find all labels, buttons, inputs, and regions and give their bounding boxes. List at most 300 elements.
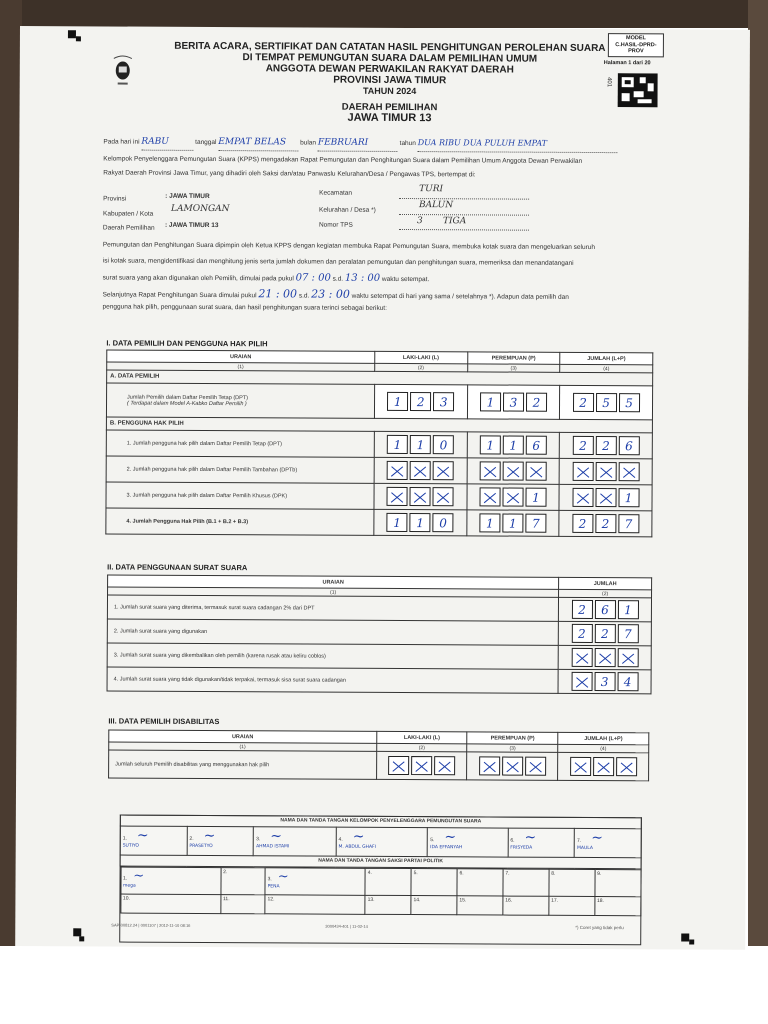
digit-boxes: [470, 487, 556, 506]
digit-box: 0: [433, 435, 454, 454]
digit-boxes: [562, 624, 648, 643]
header-line: TAHUN 2024: [362, 85, 417, 97]
col-uraian: URAIAN: [107, 350, 375, 363]
tahun-value: DUA RIBU DUA PULUH EMPAT: [417, 138, 548, 148]
section-3-title: III. DATA PEMILIH DISABILITAS: [108, 716, 220, 727]
tanggal-label: tanggal: [195, 138, 217, 147]
signature-number: 3.: [267, 876, 272, 883]
table-row: [107, 595, 651, 622]
signer-name: M. ABDUL GHAFI: [338, 844, 376, 850]
provinsi-label: Provinsi: [103, 195, 127, 203]
dotted-line: [399, 229, 529, 231]
signature-scribble: ~: [444, 829, 457, 846]
kecamatan-label: Kecamatan: [319, 189, 353, 197]
digit-box: 1: [410, 513, 431, 532]
crossed-digit-box: [503, 462, 524, 481]
signer-name: mega: [122, 883, 136, 889]
signature-number: 17.: [551, 897, 559, 904]
crossed-digit-box: [411, 756, 432, 775]
page-number: Halaman 1 dari 20: [603, 60, 651, 67]
table-row: [106, 430, 652, 459]
signature-number: 5.: [413, 870, 418, 877]
signature-number: 2.: [189, 835, 194, 842]
digit-boxes: [563, 436, 649, 455]
saksi-signature-table: [120, 867, 641, 917]
row-label: 3. Jumlah surat suara yang dikembalikan oleh pemilih (karena rusak atau keliru coblos): [107, 643, 558, 669]
procedure-text: Selanjutnya Rapat Penghitungan Suara dimulai pukul: [102, 291, 257, 300]
header-line: PROVINSI JAWA TIMUR: [333, 74, 447, 87]
digit-boxes: [380, 756, 464, 775]
digit-boxes: [471, 756, 555, 775]
crossed-digit-box: [388, 756, 409, 775]
background-bottom: [0, 946, 768, 1024]
digit-box: 2: [595, 436, 616, 455]
kpps-signature-cell: [574, 828, 641, 857]
end-time-2: 23 : 00: [311, 287, 350, 301]
procedure-text: waktu setempat.: [381, 275, 430, 284]
digit-box: 1: [410, 435, 431, 454]
crossed-digit-box: [525, 757, 546, 776]
value-cell: [559, 510, 652, 536]
col-uraian: URAIAN: [109, 730, 377, 743]
kelurahan-label: Kelurahan / Desa *): [319, 206, 376, 214]
tps-word: TIGA: [442, 216, 467, 227]
value-cell: [374, 431, 467, 457]
crossed-digit-box: [433, 461, 454, 480]
intro-paragraph-2: Rakyat Daerah Provinsi Jawa Timur, yang dihadiri oleh Saksi dan/atau Panwaslu Kelurahan/Desa / Pengawas TPS, bertempat di:: [103, 169, 476, 179]
digit-box: 5: [596, 393, 617, 412]
crossed-digit-box: [595, 488, 616, 507]
table-row: [109, 750, 649, 781]
crossed-digit-box: [616, 757, 637, 776]
row-label: 4. Jumlah Pengguna Hak Pilih (B.1 + B.2 + B.3): [106, 508, 374, 535]
signature-number: 18.: [596, 898, 604, 905]
row-label: 4. Jumlah surat suara yang tidak digunakan/tidak terpakai, termasuk sisa surat suara cadangan: [107, 667, 558, 693]
signature-number: 7.: [577, 837, 582, 844]
saksi-signature-cell: [549, 896, 595, 915]
signature-scribble: ~: [136, 827, 149, 844]
digit-box: 6: [526, 436, 547, 455]
saksi-signature-cell: [411, 896, 457, 915]
signature-number: 7.: [505, 870, 510, 877]
value-cell: [374, 509, 467, 535]
digit-boxes: [562, 672, 648, 691]
saksi-row: [120, 867, 640, 897]
saksi-signature-cell: [265, 868, 365, 896]
row-label: Jumlah seluruh Pemilih disabilitas yang menggunakan hak pilih: [109, 750, 377, 779]
kpps-signature-cell: [254, 827, 337, 856]
digit-box: 1: [525, 488, 546, 507]
digit-box: 1: [479, 513, 500, 532]
sd-text: s.d.: [332, 275, 344, 283]
bulan-value: FEBRUARI: [317, 137, 369, 148]
signature-number: 14.: [413, 897, 421, 904]
digit-box: 1: [617, 600, 638, 619]
code-number: 401: [605, 77, 612, 88]
procedure-paragraph-1: Pemungutan dan Penghitungan Suara dipimpin oleh Ketua KPPS dengan kegiatan membuka Rapat Pemungutan Suara, membuka kotak suara dan mengeluarkan seluruh: [102, 241, 596, 252]
table-row: [107, 643, 651, 670]
table-row: [106, 508, 652, 537]
intro-paragraph-1: Kelompok Penyelenggara Pemungutan Suara (KPPS) mengadakan Rapat Pemungutan dan Penghitungan Suara dalam Pemilihan Umum Anggota Dewan Perwakilan: [103, 155, 583, 165]
saksi-signature-cell: [503, 869, 549, 896]
value-cell: [558, 669, 651, 693]
kabupaten-value: LAMONGAN: [171, 203, 230, 215]
signature-number: 3.: [256, 836, 261, 843]
value-cell: [558, 621, 651, 645]
saksi-signature-cell: [595, 870, 641, 897]
digit-boxes: [470, 513, 556, 532]
value-cell: [559, 484, 652, 510]
kpps-row: [120, 826, 641, 858]
crossed-digit-box: [433, 487, 454, 506]
header-title: [169, 41, 609, 125]
footer-mid: 3000434-401 | 11-02-14: [325, 923, 368, 929]
signature-number: 9.: [597, 871, 602, 878]
signer-name: IDA EFFANYAH: [430, 845, 463, 851]
signature-scribble: ~: [524, 829, 537, 846]
crossed-digit-box: [502, 488, 523, 507]
crossed-digit-box: [434, 756, 455, 775]
signer-name: SUTIYO: [122, 843, 140, 849]
digit-boxes: [377, 513, 463, 532]
digit-box: 6: [594, 600, 615, 619]
col-uraian: URAIAN: [108, 575, 559, 589]
digit-box: 3: [433, 392, 454, 411]
digit-box: 6: [618, 436, 639, 455]
dapil-field-value: : JAWA TIMUR 13: [164, 221, 219, 230]
signature-number: 6.: [459, 870, 464, 877]
row-label: [106, 383, 374, 418]
digit-boxes: [377, 487, 463, 506]
background-right: [748, 0, 768, 948]
col-num: (1): [107, 362, 375, 371]
signature-number: 16.: [505, 897, 513, 904]
signature-number: 1.: [123, 875, 128, 882]
digit-box: 2: [572, 436, 593, 455]
intro-line: [103, 134, 617, 153]
digit-boxes: [470, 461, 556, 480]
digit-box: 1: [387, 513, 408, 532]
value-cell: [466, 510, 559, 536]
saksi-signature-cell: [549, 869, 595, 896]
kpps-signature-cell: [187, 826, 254, 855]
digit-boxes: [561, 757, 645, 776]
digit-boxes: [563, 488, 649, 507]
saksi-signature-cell: [365, 895, 411, 914]
col-num: (3): [467, 744, 558, 752]
col-num: (2): [375, 363, 468, 371]
header-line: BERITA ACARA, SERTIFIKAT DAN CATATAN HASIL PENGHITUNGAN PEROLEHAN SUARA: [174, 40, 606, 55]
kpps-title: NAMA DAN TANDA TANGAN KELOMPOK PENYELENGGARA PEMUNGUTAN SUARA: [120, 815, 641, 829]
hari-value: RABU: [141, 136, 169, 147]
digit-box: 0: [433, 513, 454, 532]
digit-box: 1: [502, 514, 523, 533]
digit-box: 3: [594, 672, 615, 691]
saksi-signature-cell: [411, 869, 457, 896]
crossed-digit-box: [594, 648, 615, 667]
section-a-title: A. DATA PEMILIH: [107, 370, 653, 386]
section-2-title: II. DATA PENGGUNAAN SURAT SUARA: [107, 562, 248, 573]
digit-boxes: [471, 392, 557, 411]
crossed-digit-box: [571, 672, 592, 691]
section-1-table: [105, 349, 653, 537]
digit-boxes: [562, 648, 648, 667]
signature-scribble: ~: [352, 828, 365, 845]
value-cell: [374, 457, 467, 483]
saksi-signature-cell: [457, 869, 503, 896]
digit-boxes: [378, 392, 464, 411]
section-3-table: [108, 729, 649, 781]
signature-number: 13.: [367, 896, 375, 903]
qr-code-icon: [618, 73, 658, 107]
col-num: (2): [559, 589, 652, 597]
signature-number: 4.: [338, 836, 343, 843]
saksi-row: [120, 894, 640, 916]
procedure-text: surat suara yang akan digunakan oleh Pemilih, dimulai pada pukul: [102, 274, 294, 283]
digit-box: 2: [571, 624, 592, 643]
registration-mark: [68, 30, 76, 38]
row-label: 3. Jumlah pengguna hak pilih dalam Daftar Pemilih Khusus (DPK): [106, 482, 374, 509]
crossed-digit-box: [572, 488, 593, 507]
digit-boxes: [377, 461, 463, 480]
start-time-1: 07 : 00: [295, 272, 331, 284]
registration-mark: [689, 940, 694, 945]
kpu-logo-icon: [108, 52, 138, 88]
col-laki: LAKI-LAKI (L): [375, 351, 468, 363]
digit-boxes: [562, 600, 648, 619]
signature-scribble: ~: [591, 830, 603, 847]
kecamatan-value: TURI: [419, 184, 444, 195]
tps-label: Nomor TPS: [318, 221, 353, 229]
value-cell: [560, 385, 653, 419]
registration-mark: [681, 933, 689, 941]
digit-box: 1: [387, 392, 408, 411]
digit-box: 1: [387, 435, 408, 454]
section-2-table: [107, 574, 653, 694]
signer-name: AHMAD ISTAMI: [256, 844, 290, 850]
crossed-digit-box: [571, 648, 592, 667]
crossed-digit-box: [618, 462, 639, 481]
digit-box: 2: [571, 600, 592, 619]
signature-scribble: ~: [270, 828, 283, 845]
value-cell: [376, 751, 467, 779]
signature-number: 12.: [267, 896, 275, 903]
signature-number: 10.: [122, 895, 130, 902]
digit-box: 7: [618, 514, 639, 533]
value-cell: [467, 458, 560, 484]
procedure-text: waktu setempat di hari yang sama / setelahnya *). Adapun data pemilih dan: [351, 292, 569, 301]
row-label-note: ( Terdapat dalam Model A-Kabko Daftar Pemilih ): [127, 400, 247, 407]
registration-mark: [76, 36, 81, 41]
crossed-digit-box: [480, 461, 501, 480]
tanggal-value: EMPAT BELAS: [218, 137, 287, 148]
col-perempuan: PEREMPUAN (P): [467, 352, 560, 364]
start-time-2: 21 : 00: [258, 287, 298, 301]
footer-right: *) Coret yang tidak perlu: [575, 924, 624, 931]
digit-box: 2: [594, 624, 615, 643]
end-time-1: 13 : 00: [344, 272, 381, 284]
kpps-signature-cell: [120, 826, 187, 855]
col-num: (1): [108, 587, 559, 597]
col-jumlah: JUMLAH (L+P): [560, 352, 653, 364]
crossed-digit-box: [595, 462, 616, 481]
digit-box: 5: [619, 393, 640, 412]
col-num: (3): [467, 364, 560, 372]
section-b-title: B. PENGGUNA HAK PILIH: [106, 417, 652, 433]
digit-boxes: [563, 393, 649, 412]
signer-name: PENA: [267, 884, 280, 890]
saksi-signature-cell: [221, 868, 266, 895]
signature-scribble: ~: [277, 869, 289, 885]
sd-text: s.d.: [298, 292, 310, 300]
signature-number: 4.: [367, 869, 372, 876]
signer-name: PRASETYO: [189, 843, 213, 850]
signature-number: 6.: [510, 837, 515, 844]
table-row: [107, 667, 651, 694]
digit-box: 1: [480, 392, 501, 411]
saksi-signature-cell: [120, 867, 220, 895]
value-cell: [467, 752, 558, 780]
value-cell: [467, 484, 560, 510]
row-label: 2. Jumlah surat suara yang digunakan: [107, 619, 558, 645]
kpps-signature-cell: [428, 828, 508, 857]
signature-number: 15.: [459, 897, 467, 904]
digit-box: 2: [573, 393, 594, 412]
row-label: 2. Jumlah pengguna hak pilih dalam Daftar Pemilih Tambahan (DPTb): [106, 456, 374, 483]
value-cell: [558, 645, 651, 669]
col-num: (1): [109, 742, 377, 751]
model-box: MODEL C.HASIL-DPRD- PROV: [608, 33, 664, 57]
crossed-digit-box: [410, 461, 431, 480]
crossed-digit-box: [387, 487, 408, 506]
crossed-digit-box: [502, 757, 523, 776]
saksi-title: NAMA DAN TANDA TANGAN SAKSI PARTAI POLITIK: [120, 855, 641, 869]
signature-number: 8.: [551, 870, 556, 877]
crossed-digit-box: [570, 757, 591, 776]
crossed-digit-box: [526, 462, 547, 481]
digit-boxes: [470, 435, 556, 454]
value-cell: [467, 432, 560, 458]
signature-number: 5.: [430, 837, 435, 844]
saksi-signature-cell: [265, 895, 365, 915]
digit-box: 2: [595, 514, 616, 533]
digit-boxes: [563, 462, 649, 481]
table-row: [106, 383, 652, 420]
kpps-signature-cell: [336, 827, 428, 856]
registration-mark: [73, 928, 81, 936]
digit-box: 3: [503, 393, 524, 412]
row-label: 1. Jumlah surat suara yang diterima, termasuk surat suara cadangan 2% dari DPT: [107, 595, 558, 621]
digit-box: 4: [617, 672, 638, 691]
col-num: (2): [376, 743, 467, 751]
digit-box: 1: [618, 488, 639, 507]
provinsi-value: : JAWA TIMUR: [165, 192, 210, 200]
section-1-title: I. DATA PEMILIH DAN PENGGUNA HAK PILIH: [106, 338, 268, 349]
saksi-signature-cell: [594, 897, 640, 916]
col-perempuan: PEREMPUAN (P): [467, 732, 558, 744]
value-cell: [559, 458, 652, 484]
kabupaten-label: Kabupaten / Kota: [102, 210, 154, 218]
procedure-paragraph-2: isi kotak suara, mengidentifikasi dan menghitung jenis serta jumlah dokumen dan peralatan pemungutan dan penghitungan suara, memeriksa dan menandatangani: [102, 257, 574, 267]
crossed-digit-box: [572, 462, 593, 481]
digit-boxes: [378, 435, 464, 454]
dapil-label: DAERAH PEMILIHAN: [341, 101, 438, 114]
digit-box: 1: [480, 435, 501, 454]
col-jumlah: JUMLAH: [559, 577, 652, 589]
header-line: ANGGOTA DEWAN PERWAKILAN RAKYAT DAERAH: [265, 63, 514, 76]
tahun-label: tahun: [399, 139, 416, 148]
kpps-signature-table: [119, 815, 642, 917]
digit-box: 7: [525, 514, 546, 533]
saksi-signature-cell: [220, 895, 265, 914]
col-num: (4): [560, 364, 653, 372]
registration-mark: [79, 936, 84, 941]
signature-scribble: ~: [133, 868, 145, 884]
col-jumlah: JUMLAH (L+P): [558, 732, 649, 744]
table-row: [106, 482, 652, 511]
crossed-digit-box: [479, 756, 500, 775]
signature-number: 2.: [223, 869, 228, 876]
procedure-paragraph-3: [103, 270, 430, 287]
value-cell: [374, 483, 467, 509]
col-num: (4): [558, 744, 649, 752]
crossed-digit-box: [479, 487, 500, 506]
digit-box: 1: [503, 436, 524, 455]
tps-number: 3: [416, 216, 423, 227]
col-laki: LAKI-LAKI (L): [376, 731, 467, 743]
digit-box: 7: [617, 624, 638, 643]
dapil-field-label: Daerah Pemilihan: [102, 224, 155, 232]
kpps-signature-cell: [508, 828, 575, 857]
footer-left: SAP-00812.24 | 0001107 | 2012-11-10 08:16: [111, 922, 191, 928]
digit-boxes: [563, 514, 649, 533]
pada-hari-ini-label: Pada hari ini: [103, 138, 140, 146]
saksi-signature-cell: [457, 896, 503, 915]
procedure-paragraph-5: pengguna hak pilih, penggunaan surat suara, dan hasil penghitungan suara terinci sebagai berikut:: [102, 303, 387, 312]
kelurahan-value: BALUN: [419, 200, 454, 211]
digit-box: 2: [526, 393, 547, 412]
crossed-digit-box: [387, 461, 408, 480]
crossed-digit-box: [617, 648, 638, 667]
signer-name: FRISYEDA: [510, 845, 533, 851]
row-label-text: Jumlah Pemilih dalam Daftar Pemilih Tetap (DPT): [127, 394, 249, 401]
digit-box: 2: [410, 392, 431, 411]
document-paper: [15, 26, 750, 950]
row-label: 1. Jumlah pengguna hak pilih dalam Daftar Pemilih Tetap (DPT): [106, 430, 374, 457]
dapil-value: JAWA TIMUR 13: [347, 111, 432, 125]
bulan-label: bulan: [300, 139, 317, 147]
crossed-digit-box: [593, 757, 614, 776]
signature-number: 1.: [122, 835, 127, 842]
crossed-digit-box: [410, 487, 431, 506]
saksi-signature-cell: [503, 896, 549, 915]
signature-number: 11.: [223, 896, 230, 903]
value-cell: [559, 597, 652, 621]
value-cell: [467, 385, 560, 419]
header-line: DI TEMPAT PEMUNGUTAN SUARA DALAM PEMILIHAN UMUM: [242, 52, 538, 65]
signature-scribble: ~: [203, 827, 216, 845]
saksi-signature-cell: [120, 894, 220, 914]
table-row: [106, 456, 652, 485]
saksi-signature-cell: [365, 868, 411, 895]
value-cell: [558, 752, 649, 780]
signer-name: MAULA: [576, 845, 593, 852]
table-row: [107, 619, 651, 646]
digit-box: 2: [572, 514, 593, 533]
value-cell: [559, 432, 652, 458]
value-cell: [374, 384, 467, 418]
background-top: [0, 0, 768, 28]
